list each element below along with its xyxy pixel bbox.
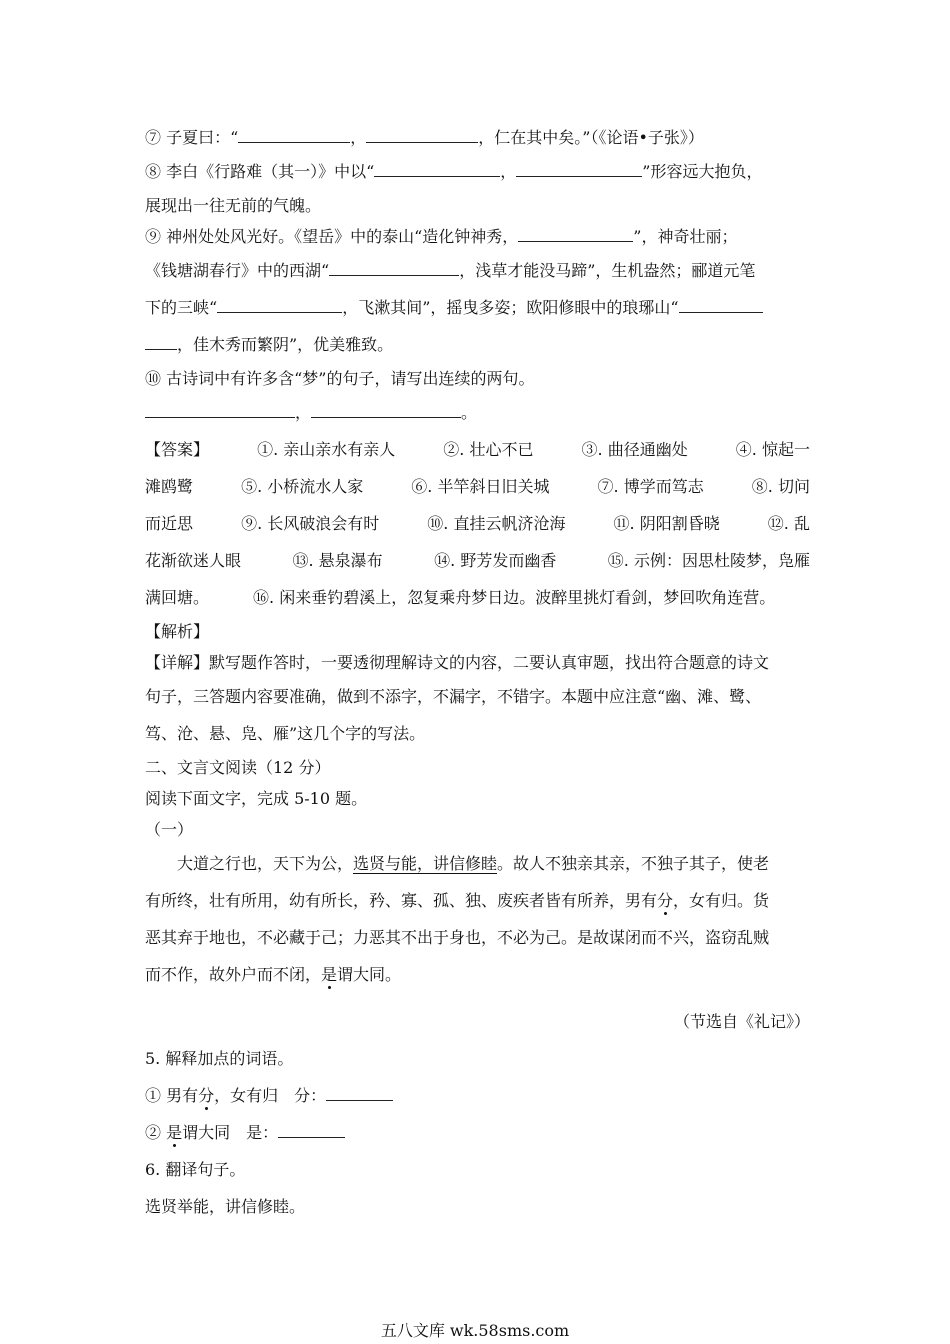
passage-dotted-word: 是 xyxy=(321,965,338,984)
q9-blank-4a[interactable] xyxy=(679,311,763,313)
answer-item: ⑮. 示例：因思杜陵梦，凫雁 xyxy=(607,551,810,570)
question-7 xyxy=(145,122,810,153)
q8-blank-2[interactable] xyxy=(516,175,642,177)
q5-item2-text: ② xyxy=(145,1123,167,1142)
question-9-line-3 xyxy=(145,289,810,326)
answer-item: 滩鸥鹭 xyxy=(145,477,194,496)
q9-line1-text: ⑨ 神州处处风光好。《望岳》中的泰山“造化钟神秀， xyxy=(145,227,519,246)
section-2-title: 二、文言文阅读（12 分） xyxy=(145,758,331,777)
q9-line3-text: 下的三峡“ xyxy=(145,298,218,317)
q7-text: ⑦ 子夏曰：“ xyxy=(145,128,239,147)
passage-text: 谓大同。 xyxy=(337,965,402,984)
document-content xyxy=(145,122,810,1225)
analysis-line-3: 笃、沧、悬、凫、雁”这几个字的写法。 xyxy=(145,724,426,743)
question-10-answer-line xyxy=(145,394,810,431)
answer-item: ⑩. 直挂云帆济沧海 xyxy=(427,514,566,533)
answer-item: ⑦. 博学而笃志 xyxy=(597,477,704,496)
q5-blank-2[interactable] xyxy=(278,1136,345,1138)
passage-text: ，女有归。货 xyxy=(673,891,770,910)
passage-text: 有所终，壮有所用，幼有所长，矜、寡、孤、独、废疾者皆有所养，男有 xyxy=(145,891,658,910)
q9-line2-suffix: ，浅草才能没马蹄”，生机盎然；郦道元笔 xyxy=(459,261,756,280)
q7-suffix: ，仁在其中矣。”（《论语•子张》） xyxy=(478,128,704,147)
passage-line-4 xyxy=(145,956,810,993)
q10-sep: ， xyxy=(295,403,312,422)
passage-line-2 xyxy=(145,882,810,919)
answer-label: 【答案】 xyxy=(145,440,210,459)
question-5-item-2 xyxy=(145,1114,810,1151)
q8-sep: ， xyxy=(500,162,517,181)
q8-suffix: ”形容远大抱负， xyxy=(642,162,763,181)
q5-item2-dotted: 是 xyxy=(166,1123,183,1142)
answer-row-3 xyxy=(145,505,810,542)
passage-text: 大道之行也，天下为公， xyxy=(177,854,354,873)
q5-item1-dotted: 分 xyxy=(198,1086,215,1105)
q7-blank-2[interactable] xyxy=(366,141,478,143)
q7-sep: ， xyxy=(350,128,367,147)
answer-item: 花渐欲迷人眼 xyxy=(145,551,242,570)
answer-item: ⑧. 切问 xyxy=(751,477,810,496)
answer-item: ⑭. 野芳发而幽香 xyxy=(434,551,557,570)
answer-item: ⑫. 乱 xyxy=(767,514,810,533)
question-10: ⑩ 古诗词中有许多含“梦”的句子，请写出连续的两句。 xyxy=(145,369,535,388)
analysis-line-1: 【详解】默写题作答时，一要透彻理解诗文的内容，二要认真审题，找出符合题意的诗文 xyxy=(145,653,770,672)
section-2-instruction: 阅读下面文字，完成 5-10 题。 xyxy=(145,789,368,808)
q9-line2-text: 《钱塘湖春行》中的西湖“ xyxy=(145,261,330,280)
answer-item: ⑬. 悬泉瀑布 xyxy=(292,551,383,570)
question-9-line-2 xyxy=(145,252,810,289)
answer-item: ⑤. 小桥流水人家 xyxy=(241,477,364,496)
passage-underlined: 选贤与能，讲信修睦 xyxy=(353,854,498,873)
passage-line-3: 恶其弃于地也，不必藏于己；力恶其不出于身也，不必为己。是故谋闭而不兴，盗窃乱贼 xyxy=(145,928,770,947)
passage-source: （节选自《礼记》） xyxy=(673,1012,810,1031)
answer-row-2 xyxy=(145,468,810,505)
q5-item1-suffix: ，女有归 分： xyxy=(214,1086,327,1105)
q5-blank-1[interactable] xyxy=(326,1099,393,1101)
answer-item: ①. 亲山亲水有亲人 xyxy=(257,440,396,459)
q10-blank-2[interactable] xyxy=(311,416,461,418)
q9-blank-1[interactable] xyxy=(518,240,633,242)
q10-end: 。 xyxy=(461,403,478,422)
question-5-title: 5. 解释加点的词语。 xyxy=(145,1049,294,1068)
q9-blank-3[interactable] xyxy=(217,311,342,313)
q5-item2-suffix: 谓大同 是： xyxy=(182,1123,279,1142)
question-6-sentence: 选贤举能，讲信修睦。 xyxy=(145,1197,306,1216)
answer-item: ③. 曲径通幽处 xyxy=(581,440,688,459)
answer-row-1 xyxy=(145,431,810,468)
q8-blank-1[interactable] xyxy=(374,175,500,177)
answer-item: 而近思 xyxy=(145,514,194,533)
q10-blank-1[interactable] xyxy=(145,416,295,418)
passage-dotted-word: 分 xyxy=(657,891,674,910)
q5-item1-text: ① 男有 xyxy=(145,1086,199,1105)
footer-watermark: 五八文库 wk.58sms.com xyxy=(380,1321,570,1340)
question-9 xyxy=(145,221,810,252)
q9-line3-suffix: ，飞漱其间”，摇曳多姿；欧阳修眼中的琅琊山“ xyxy=(342,298,679,317)
q9-line1-suffix: ”，神奇壮丽； xyxy=(633,227,738,246)
answer-item: ⑥. 半竿斜日旧关城 xyxy=(411,477,550,496)
answer-item: ⑨. 长风破浪会有时 xyxy=(241,514,380,533)
q9-line4-suffix: ，佳木秀而繁阴”，优美雅致。 xyxy=(177,335,394,354)
answer-item: ④. 惊起一 xyxy=(735,440,810,459)
answer-item: ②. 壮心不已 xyxy=(443,440,534,459)
q9-blank-4b[interactable] xyxy=(145,348,177,350)
analysis-title: 【解析】 xyxy=(145,622,210,641)
question-9-line-4 xyxy=(145,326,810,363)
answer-item: ⑪. 阴阳割昏晓 xyxy=(613,514,720,533)
question-6-title: 6. 翻译句子。 xyxy=(145,1160,246,1179)
q9-blank-2[interactable] xyxy=(329,274,459,276)
question-8-line-2: 展现出一往无前的气魄。 xyxy=(145,196,322,215)
passage-text: 。故人不独亲其亲，不独子其子，使老 xyxy=(497,854,770,873)
section-2-part: （一） xyxy=(145,820,194,839)
answer-row-4 xyxy=(145,542,810,579)
analysis-line-2: 句子，三答题内容要准确，做到不添字，不漏字，不错字。本题中应注意“幽、滩、鹭、 xyxy=(145,687,762,706)
answer-item: 满回塘。 xyxy=(145,588,210,607)
question-5-item-1 xyxy=(145,1077,810,1114)
q8-text: ⑧ 李白《行路难（其一）》中以“ xyxy=(145,162,375,181)
answer-item: ⑯. 闲来垂钓碧溪上，忽复乘舟梦日边。波醉里挑灯看剑，梦回吹角连营。 xyxy=(253,588,776,607)
passage-text: 而不作，故外户而不闭， xyxy=(145,965,322,984)
question-8 xyxy=(145,153,810,190)
passage-line-1 xyxy=(145,845,810,882)
answer-row-5 xyxy=(145,579,810,616)
q7-blank-1[interactable] xyxy=(238,141,350,143)
